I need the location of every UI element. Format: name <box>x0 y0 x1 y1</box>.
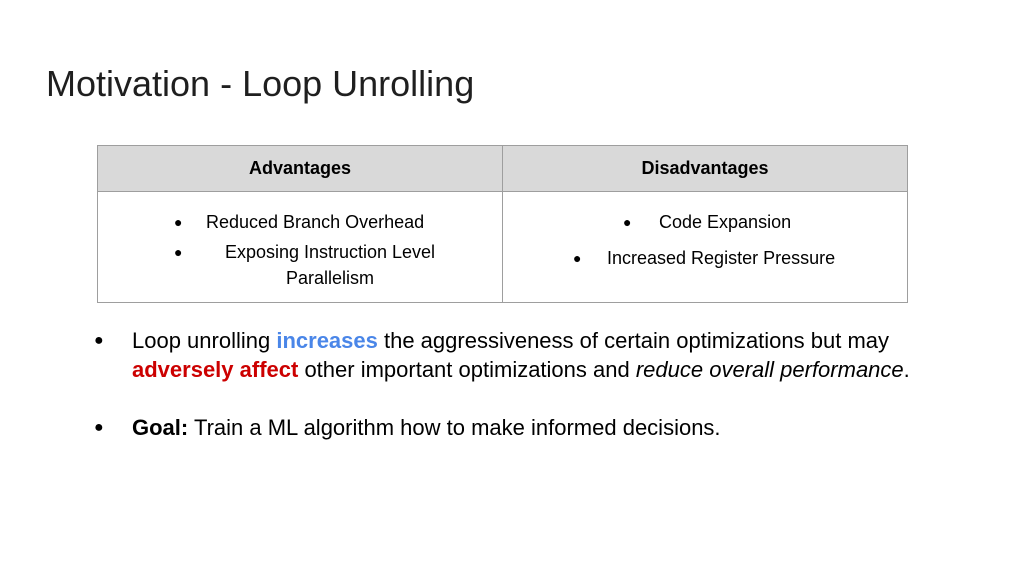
advantage-text: Exposing Instruction Level Parallelism <box>224 242 436 288</box>
disadvantages-list <box>573 209 873 281</box>
advantages-header: Advantages <box>98 146 503 192</box>
table-row <box>98 192 908 303</box>
table-header-row <box>98 146 908 192</box>
bullet-text: . <box>903 357 910 382</box>
list-item <box>94 326 914 384</box>
bullet-text: the aggressiveness of certain optimizations but may <box>377 328 890 353</box>
bullet-icon: ● <box>174 244 183 260</box>
goal-text: Train a ML algorithm how to make informed decisions. <box>188 415 721 440</box>
page-title: Motivation - Loop Unrolling <box>46 63 475 104</box>
list-item <box>174 239 454 291</box>
disadvantages-cell <box>503 192 908 303</box>
main-bullet-list <box>94 326 914 442</box>
bullet-icon: ● <box>573 250 582 266</box>
list-item <box>573 245 873 271</box>
advantages-list <box>174 209 454 295</box>
disadvantages-header: Disadvantages <box>503 146 908 192</box>
comparison-table <box>97 145 908 303</box>
bullet-text: Loop unrolling <box>132 328 277 353</box>
advantage-text: Reduced Branch Overhead <box>206 212 425 232</box>
highlight-adversely-affect: adversely affect <box>132 357 299 382</box>
italic-phrase: reduce overall performance <box>635 357 904 382</box>
list-item <box>174 209 454 235</box>
highlight-increases: increases <box>276 328 378 353</box>
bullet-icon: ● <box>94 419 104 436</box>
bullet-icon: ● <box>623 214 632 230</box>
list-item <box>94 413 914 442</box>
bullet-icon: ● <box>174 214 183 230</box>
bullet-icon: ● <box>94 332 104 349</box>
goal-label: Goal: <box>132 415 189 440</box>
disadvantage-text: Increased Register Pressure <box>607 248 836 268</box>
disadvantage-text: Code Expansion <box>659 212 792 232</box>
advantages-cell <box>98 192 503 303</box>
list-item <box>573 209 873 235</box>
bullet-text: other important optimizations and <box>298 357 636 382</box>
